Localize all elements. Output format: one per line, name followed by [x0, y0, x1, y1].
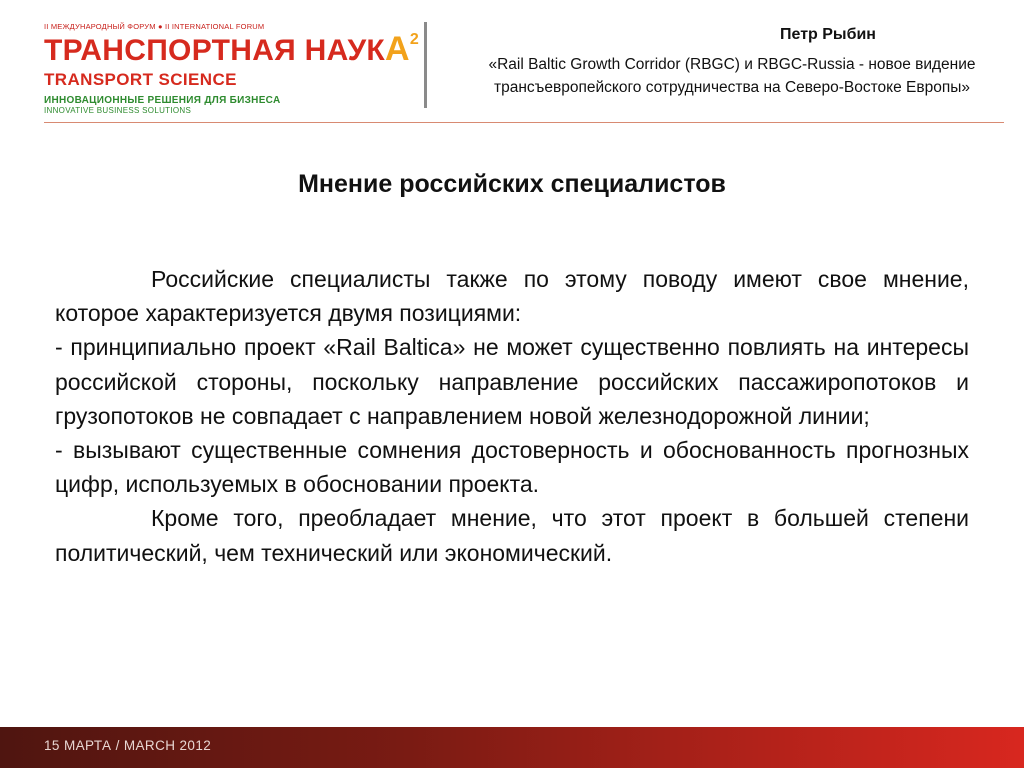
logo-subtitle: TRANSPORT SCIENCE: [44, 70, 237, 89]
talk-title: «Rail Baltic Growth Corridor (RBGC) и RBGC-Russia - новое видение трансъевропейского сотрудничества на Северо-Востоке Европы»: [488, 56, 976, 96]
slide-heading: Мнение российских специалистов: [298, 170, 726, 198]
footer-bar: [0, 727, 1024, 768]
logo-title-superscript: 2: [409, 31, 420, 48]
logo-title-main: ТРАНСПОРТНАЯ НАУК: [44, 34, 386, 67]
logo-tagline-en: INNOVATIVE BUSINESS SOLUTIONS: [44, 106, 192, 115]
footer-date: 15 МАРТА / MARCH 2012: [44, 738, 212, 753]
slide-body: [55, 262, 969, 570]
header-vertical-divider: [424, 22, 427, 108]
paragraph-conclusion: Кроме того, преобладает мнение, что этот проект в большей степени политический, чем технический или экономический.: [55, 505, 969, 566]
header-divider: [44, 122, 1004, 123]
author-name: Петр Рыбин: [780, 26, 876, 43]
forum-logo: [44, 22, 420, 115]
logo-title: [44, 30, 420, 71]
paragraph-intro: Российские специалисты также по этому поводу имеют свое мнение, которое характеризуется двумя позициями:: [55, 266, 969, 327]
paragraph-position-1: - принципиально проект «Rail Baltica» не может существенно повлиять на интересы российской стороны, поскольку направление российских пассажиропотоков и грузопотоков не совпадает с направлением новой железнодорожной линии;: [55, 334, 969, 429]
logo-tagline-ru: ИННОВАЦИОННЫЕ РЕШЕНИЯ ДЛЯ БИЗНЕСА: [44, 95, 281, 106]
logo-title-a: А: [385, 30, 410, 68]
forum-line: II МЕЖДУНАРОДНЫЙ ФОРУМ ● II INTERNATIONAL FORUM: [44, 22, 265, 31]
paragraph-position-2: - вызывают существенные сомнения достоверность и обоснованность прогнозных цифр, используемых в обосновании проекта.: [55, 437, 969, 498]
